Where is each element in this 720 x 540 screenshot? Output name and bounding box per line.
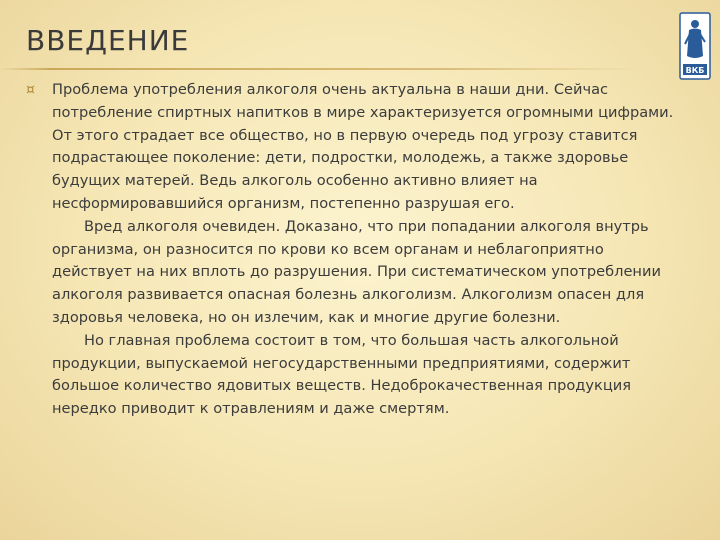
bullet-marker: ¤ (26, 82, 35, 98)
paragraph-1: Проблема употребления алкоголя очень актуальна в наши дни. Сейчас потребление спиртных напитков в мире характеризуется огромными цифрами. От этого страдает все общество, но в первую очередь под угрозу ставится подрастающее поколение: дети, подростки, молодежь, а также здоровье будущих матерей. Ведь алкоголь особенно активно влияет на несформировавшийся организм, постепенно разрушая его. (52, 81, 674, 212)
slide-title: ВВЕДЕНИЕ (26, 24, 190, 57)
emblem-figure-icon (679, 12, 711, 80)
logo-text: ВКБ (685, 66, 705, 75)
paragraph-3: Но главная проблема состоит в том, что большая часть алкогольной продукции, выпускаемой негосударственными предприятиями, содержит большое количество ядовитых веществ. Недоброкачественная продукция нередко приводит к отравлениям и даже смертям. (52, 331, 632, 418)
paragraph-2: Вред алкоголя очевиден. Доказано, что при попадании алкоголя внутрь организма, он разносится по крови ко всем органам и неблагоприятно действует на них вплоть до разрушения. При систематическом употреблении алкоголя развивается опасная болезнь алкоголизм. Алкоголизм опасен для здоровья человека, но он излечим, как и многие другие болезни. (52, 217, 661, 326)
body-text (52, 79, 682, 421)
title-underline (0, 68, 640, 70)
